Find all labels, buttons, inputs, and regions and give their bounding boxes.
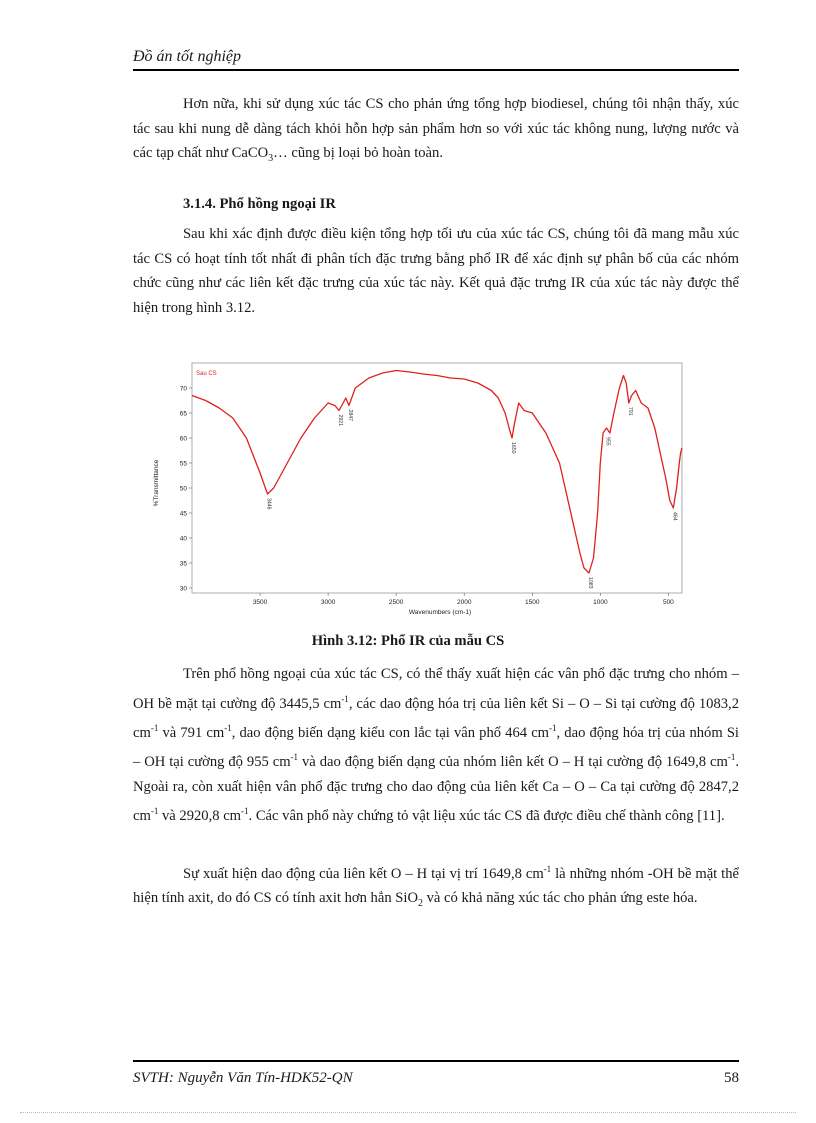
paragraph-1: Hơn nữa, khi sử dụng xúc tác CS cho phản ứng tổng hợp biodiesel, chúng tôi nhận thấy, xúc tác sau khi nung dễ dàng tách khỏi hỗn hợp sản phẩm hơn so với xúc tác không nung, lượng nước và các tạp chất như CaCO$_3$… cũng bị loại bỏ hoàn toàn.: [133, 96, 739, 164]
y-tick-label: 50: [179, 485, 187, 493]
x-tick-label: 1500: [525, 599, 540, 606]
y-tick-label: 70: [179, 385, 187, 393]
x-tick-label: 3500: [252, 599, 268, 606]
peak-label: 2847: [346, 409, 353, 422]
y-tick-label: 65: [179, 410, 187, 418]
peak-label: 3446: [265, 498, 272, 510]
x-tick-label: 2500: [388, 599, 404, 606]
peak-label: 1650: [509, 442, 516, 454]
peak-label: 955: [604, 437, 611, 446]
y-tick-label: 45: [179, 510, 187, 518]
header-title: Đồ án tốt nghiệp: [133, 48, 241, 65]
y-tick-label: 55: [179, 460, 187, 468]
y-tick-label: 40: [179, 535, 187, 543]
peak-label: 791: [626, 407, 633, 416]
peak-label: 1083: [587, 577, 594, 589]
page-footer: [133, 1060, 739, 1087]
paragraph-3: Trên phổ hồng ngoại của xúc tác CS, có thể thấy xuất hiện các vân phổ đặc trưng cho nhóm –OH bề mặt tại cường độ 3445,5 $cm^{-1}$, các dao động hóa trị của liên kết Si – O – Si tại cường độ 1083,2 $cm^{-1}$ và 791 $cm^{-1}$, dao động biến dạng kiểu con lắc tại vân phổ 464 $cm^{-1}$, dao động hóa trị của nhóm Si – OH tại cường độ 955 $cm^{-1}$ và dao động biến dạng của nhóm liên kết O – H tại cường độ 1649,8 $cm^{-1}$. Ngoài ra, còn xuất hiện vân phổ đặc trưng cho dao động của liên kết Ca – O – Ca tại cường độ 2847,2 $cm^{-1}$ và 2920,8 $cm^{-1}$. Các vân phổ này chứng tỏ vật liệu xúc tác CS đã được điều chế thành công [11].: [133, 666, 739, 824]
page-number: 58: [724, 1070, 739, 1086]
y-tick-label: 30: [179, 585, 187, 593]
section-heading: 3.1.4. Phổ hồng ngoại IR: [183, 196, 336, 212]
bottom-divider: [20, 1112, 796, 1113]
legend-label: Sau CS: [196, 371, 217, 377]
x-tick-label: 500: [662, 599, 674, 606]
figure-caption: Hình 3.12: Phổ IR của mẫu CS: [311, 633, 505, 649]
y-tick-label: 35: [179, 560, 187, 568]
paragraph-4: Sự xuất hiện dao động của liên kết O – H tại vị trí 1649,8 $cm^{-1}$ là những nhóm -OH bề mặt thể hiện tính axit, do đó CS có tính axit hơn hẳn SiO$_2$ và có khả năng xúc tác cho phản ứng este hóa.: [133, 864, 739, 910]
peak-label: 464: [671, 512, 678, 521]
x-tick-label: 1000: [593, 599, 608, 606]
page-header: [133, 48, 739, 71]
ir-spectrum-chart: [150, 355, 690, 620]
y-axis-label: %Transmittance: [153, 459, 160, 507]
peak-label: 2921: [337, 414, 343, 427]
ir-spectrum-figure: [150, 355, 690, 620]
paragraph-2: Sau khi xác định được điều kiện tổng hợp tối ưu của xúc tác CS, chúng tôi đã mang mẫu xúc tác CS có hoạt tính tốt nhất đi phân tích đặc trưng bằng phổ IR để xác định sự phân bố của các nhóm chức cũng như các liên kết đặc trưng của xúc tác này. Kết quả đặc trưng IR của xúc tác này được thể hiện trong hình 3.12.: [133, 226, 739, 316]
x-tick-label: 3000: [320, 599, 336, 606]
footer-author: SVTH: Nguyễn Văn Tín-HDK52-QN: [133, 1070, 353, 1086]
x-axis-label: Wavenumbers (cm-1): [408, 609, 472, 616]
x-tick-label: 2000: [456, 599, 472, 606]
y-tick-label: 60: [179, 435, 187, 443]
